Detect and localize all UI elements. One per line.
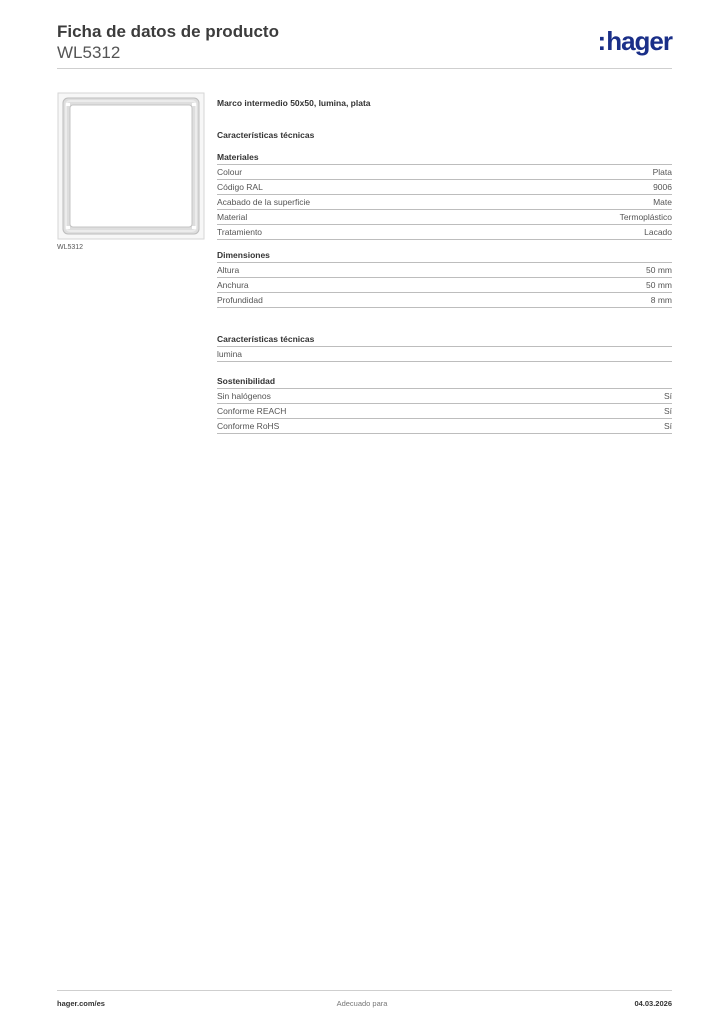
hager-logo	[598, 26, 672, 57]
spec-row	[217, 195, 672, 210]
spec-value: Mate	[653, 197, 672, 207]
spec-row	[217, 404, 672, 419]
logo-text: hager	[606, 26, 672, 56]
section-title: Características técnicas	[217, 332, 672, 347]
section-title: Dimensiones	[217, 248, 672, 263]
spec-row	[217, 165, 672, 180]
spec-value: Termoplástico	[619, 212, 672, 222]
spec-label: Colour	[217, 167, 243, 177]
logo-colon: :	[597, 26, 606, 56]
page-header	[57, 20, 672, 68]
spec-value: Plata	[652, 167, 672, 177]
spec-row	[217, 225, 672, 240]
spec-label: Tratamiento	[217, 227, 263, 237]
spec-value: 50 mm	[646, 265, 672, 275]
section-title: Materiales	[217, 150, 672, 165]
spec-label: Conforme RoHS	[217, 421, 280, 431]
spec-label: Acabado de la superficie	[217, 197, 311, 207]
spec-label: Conforme REACH	[217, 406, 287, 416]
product-image	[57, 92, 205, 240]
spec-row	[217, 210, 672, 225]
spec-row	[217, 293, 672, 308]
tech-heading: Características técnicas	[217, 130, 315, 140]
section-dimensiones	[217, 248, 672, 308]
footer-date: 04.03.2026	[634, 999, 672, 1008]
product-description: Marco intermedio 50x50, lumina, plata	[217, 98, 371, 108]
header-divider	[57, 68, 672, 69]
spec-row	[217, 263, 672, 278]
spec-row	[217, 389, 672, 404]
footer-website-link[interactable]: hager.com/es	[57, 999, 105, 1008]
spec-value: 9006	[653, 182, 672, 192]
spec-row	[217, 347, 672, 362]
spec-label: Sin halógenos	[217, 391, 271, 401]
spec-label: Altura	[217, 265, 240, 275]
spec-label: lumina	[217, 349, 243, 359]
spec-row	[217, 419, 672, 434]
spec-row	[217, 278, 672, 293]
spec-value: Sí	[663, 391, 672, 401]
spec-value: Sí	[663, 421, 672, 431]
footer-center-text: Adecuado para	[336, 999, 388, 1008]
image-caption: WL5312	[57, 244, 84, 251]
spec-value: 50 mm	[646, 280, 672, 290]
section-title: Sostenibilidad	[217, 374, 672, 389]
section-materiales	[217, 150, 672, 240]
spec-label: Material	[217, 212, 248, 222]
product-reference: WL5312	[57, 43, 121, 62]
section-tecnicas	[217, 332, 672, 362]
spec-label: Anchura	[217, 280, 249, 290]
spec-value: Sí	[663, 406, 672, 416]
spec-value: Lacado	[644, 227, 672, 237]
spec-label: Profundidad	[217, 295, 263, 305]
spec-label: Código RAL	[217, 182, 263, 192]
spec-content	[217, 96, 672, 434]
spec-value: 8 mm	[650, 295, 672, 305]
section-sostenibilidad	[217, 374, 672, 434]
page-title: Ficha de datos de producto	[57, 22, 279, 41]
footer-divider	[57, 990, 672, 991]
spec-row	[217, 180, 672, 195]
